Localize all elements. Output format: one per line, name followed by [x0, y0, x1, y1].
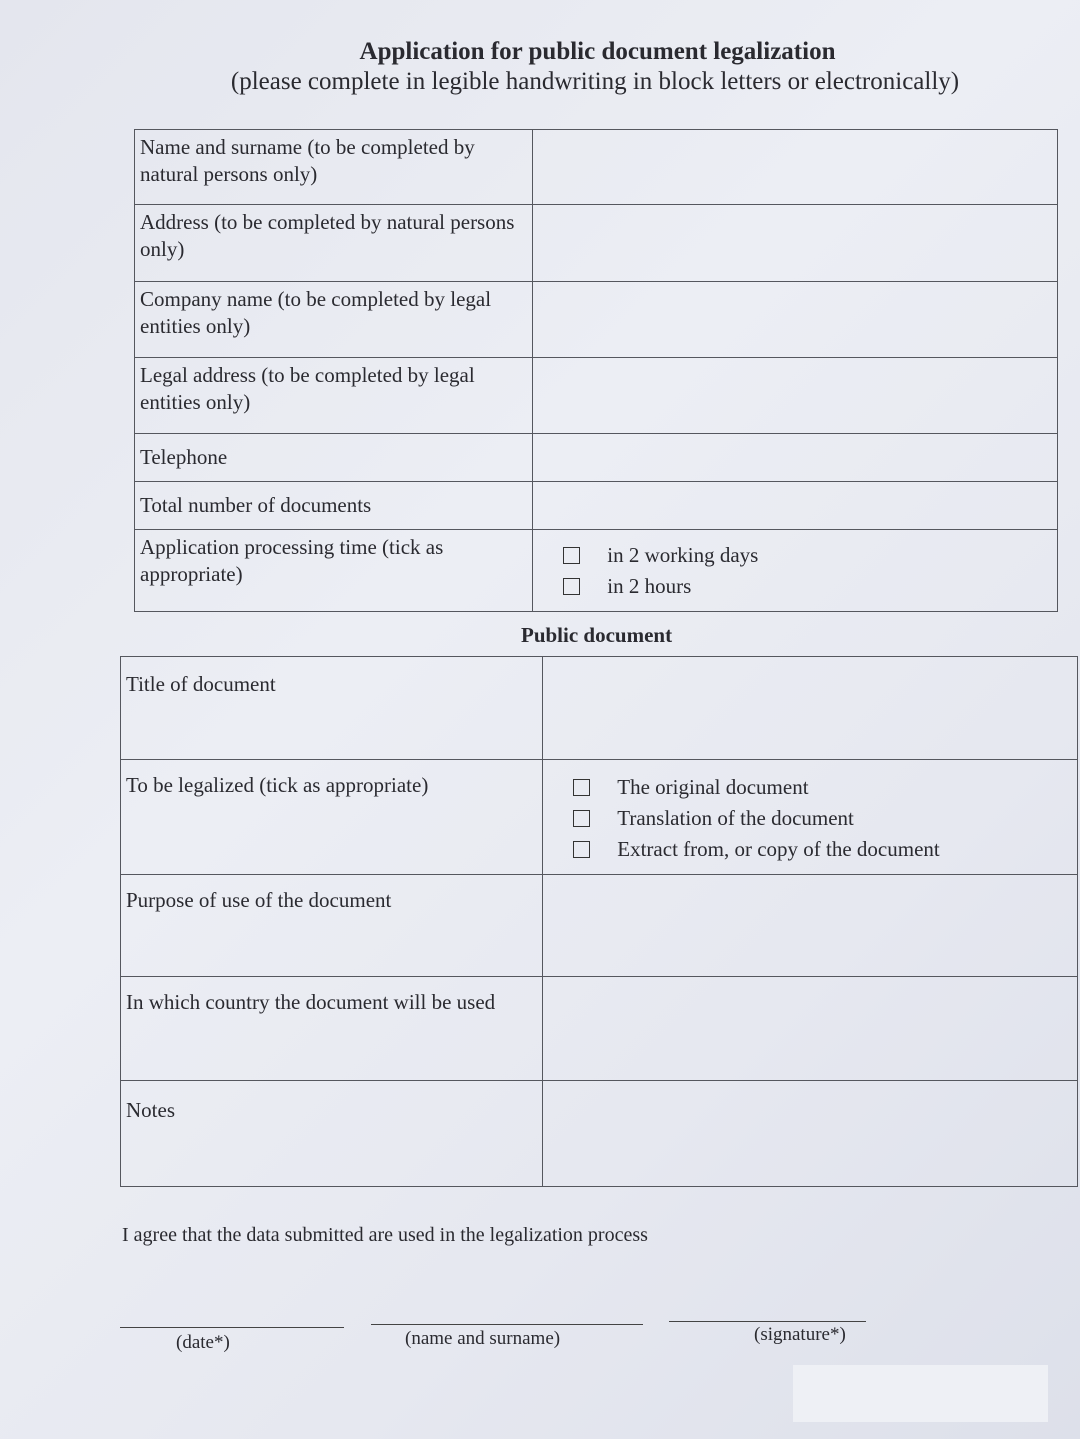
option-original-document[interactable] [548, 772, 1072, 803]
public-document-heading: Public document [521, 623, 673, 647]
checkbox[interactable] [563, 578, 580, 595]
purpose-label: Purpose of use of the document [121, 875, 543, 977]
document-title-label: Title of document [121, 657, 543, 760]
date-caption: (date*) [176, 1332, 230, 1353]
consent-statement: I agree that the data submitted are used in the legalization process [122, 1224, 648, 1246]
checkbox[interactable] [573, 779, 590, 796]
legal-address-field[interactable] [533, 358, 1058, 434]
table-row [135, 434, 1058, 482]
country-field[interactable] [543, 977, 1078, 1081]
processing-time-options [533, 530, 1058, 612]
table-row [135, 358, 1058, 434]
option-extract-copy[interactable] [548, 834, 1072, 865]
checkbox[interactable] [573, 810, 590, 827]
checkbox[interactable] [563, 547, 580, 564]
name-surname-line[interactable] [371, 1324, 643, 1325]
table-row [135, 530, 1058, 612]
table-row [121, 875, 1078, 977]
checkbox[interactable] [573, 841, 590, 858]
option-2-hours[interactable] [538, 571, 1052, 602]
country-label: In which country the document will be used [121, 977, 543, 1081]
purpose-field[interactable] [543, 875, 1078, 977]
blurred-area [793, 1365, 1048, 1422]
table-row [135, 482, 1058, 530]
option-2-working-days[interactable] [538, 540, 1052, 571]
table-row [121, 760, 1078, 875]
company-name-field[interactable] [533, 282, 1058, 358]
option-label: Extract from, or copy of the document [617, 837, 940, 861]
total-documents-field[interactable] [533, 482, 1058, 530]
name-surname-label: Name and surname (to be completed by natural persons only) [135, 130, 533, 205]
public-document-table [120, 656, 1078, 1187]
address-label: Address (to be completed by natural persons only) [135, 205, 533, 282]
name-surname-field[interactable] [533, 130, 1058, 205]
table-row [121, 977, 1078, 1081]
legal-address-label: Legal address (to be completed by legal entities only) [135, 358, 533, 434]
table-row [135, 282, 1058, 358]
document-title-field[interactable] [543, 657, 1078, 760]
name-surname-caption: (name and surname) [405, 1328, 561, 1349]
table-row [121, 657, 1078, 760]
processing-time-label: Application processing time (tick as appropriate) [135, 530, 533, 612]
table-row [121, 1081, 1078, 1187]
signature-line[interactable] [669, 1321, 866, 1322]
date-line[interactable] [120, 1327, 344, 1328]
option-label: The original document [617, 775, 809, 799]
legalize-options [543, 760, 1078, 875]
form-title: Application for public document legalization [359, 38, 836, 65]
table-row [135, 205, 1058, 282]
address-field[interactable] [533, 205, 1058, 282]
option-label: Translation of the document [617, 806, 854, 830]
total-documents-label: Total number of documents [135, 482, 533, 530]
telephone-field[interactable] [533, 434, 1058, 482]
form-subtitle: (please complete in legible handwriting in block letters or electronically) [230, 68, 960, 95]
signature-caption: (signature*) [754, 1324, 846, 1345]
notes-field[interactable] [543, 1081, 1078, 1187]
option-label: in 2 hours [607, 574, 692, 598]
applicant-info-table [134, 129, 1058, 612]
option-label: in 2 working days [607, 543, 759, 567]
company-name-label: Company name (to be completed by legal entities only) [135, 282, 533, 358]
notes-label: Notes [121, 1081, 543, 1187]
telephone-label: Telephone [135, 434, 533, 482]
table-row [135, 130, 1058, 205]
option-translation[interactable] [548, 803, 1072, 834]
to-be-legalized-label: To be legalized (tick as appropriate) [121, 760, 543, 875]
